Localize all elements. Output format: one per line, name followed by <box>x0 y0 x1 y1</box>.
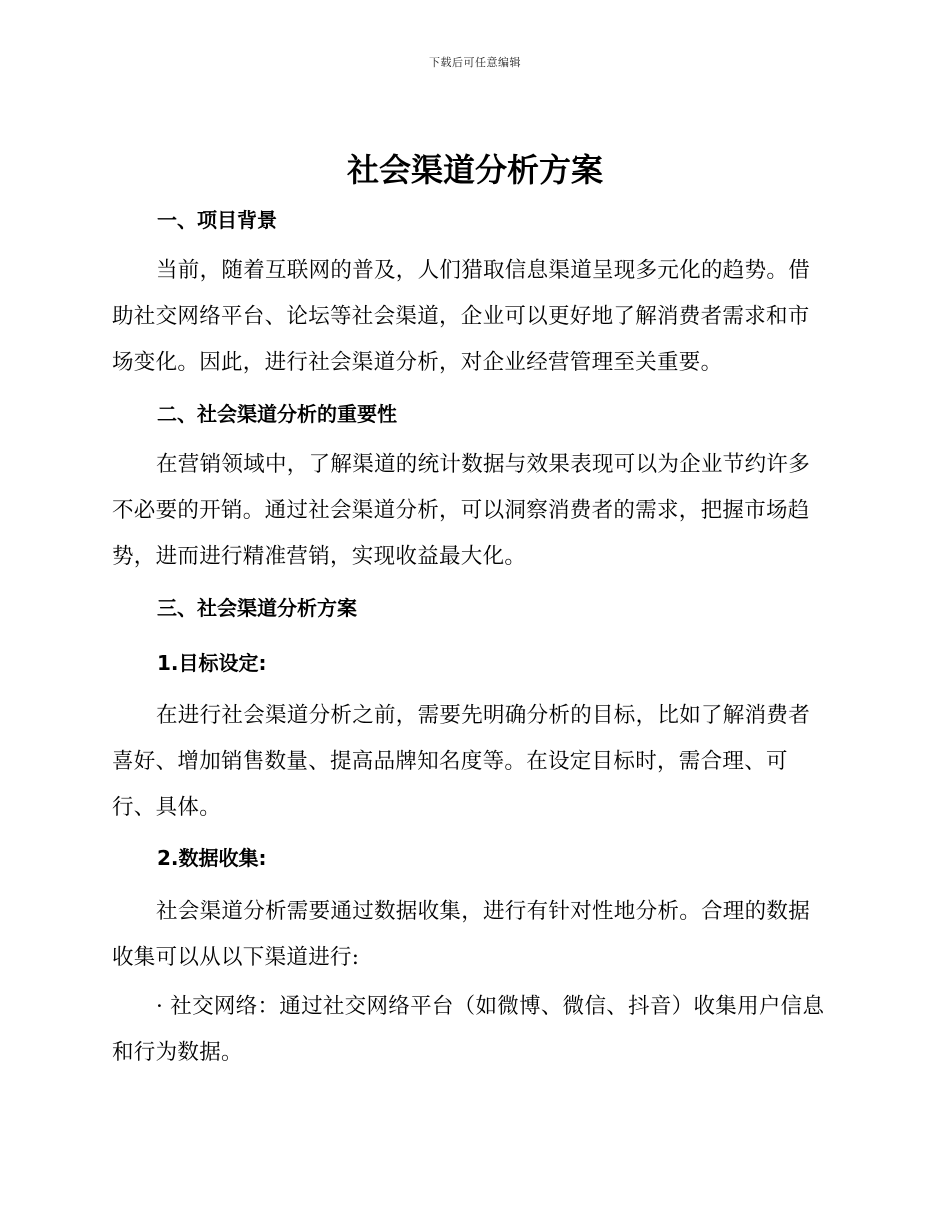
section-heading-plan: 三、社会渠道分析方案 <box>157 596 357 620</box>
section-heading-background: 一、项目背景 <box>157 208 277 232</box>
header-note: 下载后可任意编辑 <box>429 56 521 69</box>
subsection-heading-data-collection: 2.数据收集: <box>157 846 267 870</box>
section-heading-importance: 二、社会渠道分析的重要性 <box>157 402 397 426</box>
paragraph-background: 当前，随着互联网的普及，人们猎取信息渠道呈现多元化的趋势。借助社交网络平台、论坛等社会渠道，企业可以更好地了解消费者需求和市场变化。因此，进行社会渠道分析，对企业经营管理至关重要。 <box>112 258 811 375</box>
paragraph-goal: 在进行社会渠道分析之前，需要先明确分析的目标，比如了解消费者喜好、增加销售数量、提高品牌知名度等。在设定目标时，需合理、可行、具体。 <box>112 703 811 820</box>
paragraph-importance: 在营销领域中，了解渠道的统计数据与效果表现可以为企业节约许多不必要的开销。通过社会渠道分析，可以洞察消费者的需求，把握市场趋势，进而进行精准营销，实现收益最大化。 <box>112 452 811 569</box>
document-title: 社会渠道分析方案 <box>346 151 603 189</box>
paragraph-data-collection: 社会渠道分析需要通过数据收集，进行有针对性地分析。合理的数据收集可以从以下渠道进行: <box>112 899 811 970</box>
paragraph-social-network-bullet: · 社交网络：通过社交网络平台（如微博、微信、抖音）收集用户信息和行为数据。 <box>112 994 825 1065</box>
subsection-heading-goal: 1.目标设定: <box>157 651 267 675</box>
